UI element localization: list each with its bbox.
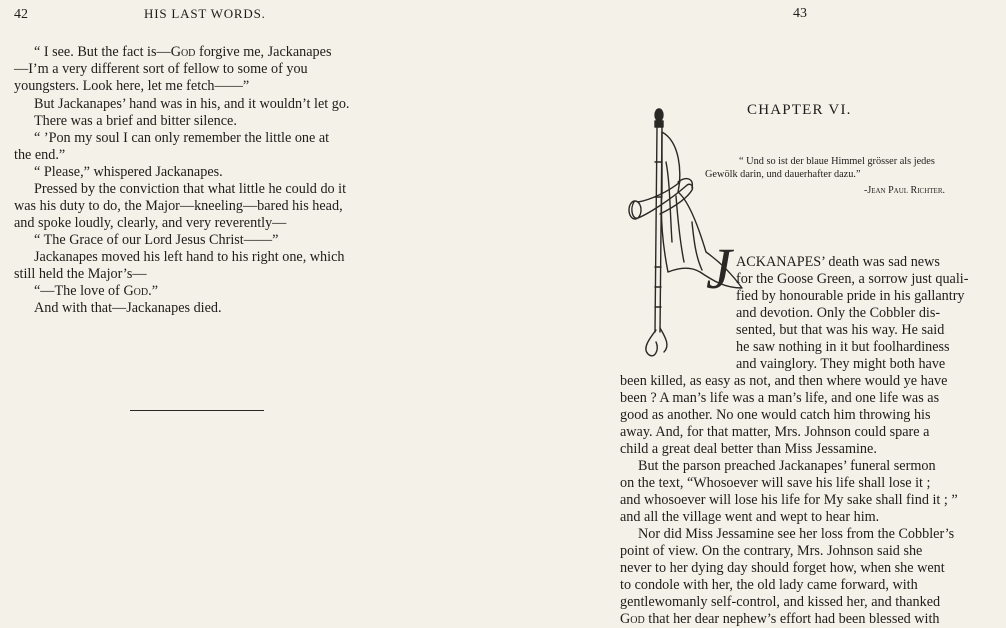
right-text-line-6 bbox=[736, 339, 950, 356]
left-text-line-1-post: forgive me, Jackanapes bbox=[195, 44, 332, 60]
right-text-line-7-pre: and vainglory. They might both have bbox=[736, 356, 946, 372]
right-text-line-3 bbox=[736, 288, 965, 305]
right-text-line-18-pre: point of view. On the contrary, Mrs. Johnson said she bbox=[620, 543, 923, 559]
right-text-line-8-pre: been killed, as easy as not, and then where would ye have bbox=[620, 373, 948, 389]
right-text-line-22 bbox=[620, 611, 940, 628]
right-text-line-9-pre: been ? A man’s life was a man’s life, and one life was as bbox=[620, 390, 940, 406]
right-text-line-14 bbox=[620, 475, 930, 492]
right-text-line-12-pre: child a great deal better than Miss Jessamine. bbox=[620, 441, 877, 457]
running-head: HIS LAST WORDS. bbox=[144, 6, 266, 21]
right-text-line-13 bbox=[638, 458, 936, 475]
left-text-line-13 bbox=[34, 249, 344, 266]
right-text-line-2-pre: for the Goose Green, a sorrow just quali- bbox=[736, 271, 969, 287]
right-text-line-19 bbox=[620, 560, 945, 577]
right-text-line-1 bbox=[736, 254, 940, 271]
left-text-line-10 bbox=[14, 198, 343, 215]
right-text-line-21-pre: gentlewomanly self-control, and kissed her, and thanked bbox=[620, 594, 941, 610]
left-text-line-2 bbox=[14, 61, 308, 78]
left-text-line-5 bbox=[34, 113, 237, 130]
left-text-line-6 bbox=[34, 130, 329, 147]
right-text-line-16-pre: and all the village went and wept to hear him. bbox=[620, 509, 880, 525]
right-page bbox=[610, 0, 1006, 627]
epigraph-attribution: -Jean Paul Richter. bbox=[864, 185, 946, 196]
right-text-line-19-pre: never to her dying day should forget how, when she went bbox=[620, 560, 945, 576]
right-text-line-16 bbox=[620, 509, 879, 526]
left-text-line-10-pre: was his duty to do, the Major—kneeling—bared his head, bbox=[14, 198, 343, 214]
left-text-line-5-pre: There was a brief and bitter silence. bbox=[34, 113, 237, 129]
left-text-line-15 bbox=[34, 283, 158, 300]
left-text-line-12-pre: “ The Grace of our Lord Jesus Christ——” bbox=[34, 232, 279, 248]
left-text-line-3-pre: youngsters. Look here, let me fetch——” bbox=[14, 78, 250, 94]
epigraph-line-1: “ Und so ist der blaue Himmel grösser als jedes bbox=[739, 156, 935, 167]
left-text-line-4-pre: But Jackanapes’ hand was in his, and it wouldn’t let go. bbox=[34, 96, 350, 112]
right-text-line-22-post: that her dear nephew’s effort had been blessed with bbox=[644, 611, 940, 627]
right-text-line-17 bbox=[638, 526, 954, 543]
right-text-line-13-pre: But the parson preached Jackanapes’ funeral sermon bbox=[638, 458, 936, 474]
left-text-line-15-sc: God bbox=[123, 283, 149, 299]
left-text-line-11-pre: and spoke loudly, clearly, and very reverently— bbox=[14, 215, 287, 231]
right-text-line-1-pre: ACKANAPES’ death was sad news bbox=[736, 254, 940, 270]
right-text-line-15 bbox=[620, 492, 958, 509]
right-text-line-3-pre: fied by honourable pride in his gallantry bbox=[736, 288, 965, 304]
left-text-line-1 bbox=[34, 44, 331, 61]
right-text-line-8 bbox=[620, 373, 947, 390]
right-text-line-22-sc: God bbox=[620, 611, 645, 627]
right-text-line-10-pre: good as another. No one would catch him throwing his bbox=[620, 407, 931, 423]
left-text-line-9-pre: Pressed by the conviction that what little he could do it bbox=[34, 181, 347, 197]
left-text-line-12 bbox=[34, 232, 278, 249]
left-text-line-14 bbox=[14, 266, 147, 283]
left-text-line-15-post: .” bbox=[148, 283, 158, 299]
left-text-line-6-pre: “ ’Pon my soul I can only remember the little one at bbox=[34, 130, 330, 146]
left-text-line-14-pre: still held the Major’s— bbox=[14, 266, 147, 282]
right-text-line-11-pre: away. And, for that matter, Mrs. Johnson could spare a bbox=[620, 424, 930, 440]
right-text-line-11 bbox=[620, 424, 929, 441]
right-text-line-7 bbox=[736, 356, 945, 373]
right-text-line-12 bbox=[620, 441, 877, 458]
epigraph-line-2: Gewölk darin, und dauerhafter dazu.” bbox=[705, 169, 861, 180]
left-text-line-1-pre: “ I see. But the fact is— bbox=[34, 44, 171, 60]
left-text-line-7 bbox=[14, 147, 65, 164]
right-text-line-17-pre: Nor did Miss Jessamine see her loss from the Cobbler’s bbox=[638, 526, 955, 542]
right-page-number: 43 bbox=[793, 6, 807, 21]
right-text-line-6-pre: he saw nothing in it but foolhardiness bbox=[736, 339, 950, 355]
left-text-line-8-pre: “ Please,” whispered Jackanapes. bbox=[34, 164, 223, 180]
right-text-line-21 bbox=[620, 594, 940, 611]
left-text-line-3 bbox=[14, 78, 249, 95]
chapter-title: CHAPTER VI. bbox=[747, 102, 852, 118]
left-text-line-2-pre: —I’m a very different sort of fellow to some of you bbox=[14, 61, 308, 77]
left-text-line-1-sc: God bbox=[170, 44, 196, 60]
left-page-number: 42 bbox=[14, 7, 28, 22]
left-text-line-15-pre: “—The love of bbox=[34, 283, 124, 299]
right-text-line-10 bbox=[620, 407, 931, 424]
left-page bbox=[0, 0, 392, 619]
right-text-line-18 bbox=[620, 543, 922, 560]
right-text-line-15-pre: and whosoever will lose his life for My sake shall find it ; ” bbox=[620, 492, 958, 508]
left-text-line-16 bbox=[34, 300, 222, 317]
right-text-line-4 bbox=[736, 305, 940, 322]
right-text-line-5-pre: sented, but that was his way. He said bbox=[736, 322, 945, 338]
left-text-line-11 bbox=[14, 215, 286, 232]
right-text-line-4-pre: and devotion. Only the Cobbler dis- bbox=[736, 305, 941, 321]
right-text-line-20-pre: to condole with her, the old lady came forward, with bbox=[620, 577, 918, 593]
flag-and-bugle-illustration bbox=[620, 102, 750, 367]
right-text-line-5 bbox=[736, 322, 944, 339]
left-text-line-13-pre: Jackanapes moved his left hand to his right one, which bbox=[34, 249, 345, 265]
left-text-line-16-pre: And with that—Jackanapes died. bbox=[34, 300, 222, 316]
end-of-chapter-rule bbox=[130, 410, 264, 411]
left-text-line-4 bbox=[34, 96, 349, 113]
left-text-line-9 bbox=[34, 181, 346, 198]
right-text-line-14-pre: on the text, “Whosoever will save his life shall lose it ; bbox=[620, 475, 931, 491]
right-text-line-2 bbox=[736, 271, 968, 288]
left-text-line-8 bbox=[34, 164, 223, 181]
left-text-line-7-pre: the end.” bbox=[14, 147, 66, 163]
right-text-line-9 bbox=[620, 390, 939, 407]
right-text-line-20 bbox=[620, 577, 918, 594]
drop-cap: J bbox=[706, 236, 732, 301]
